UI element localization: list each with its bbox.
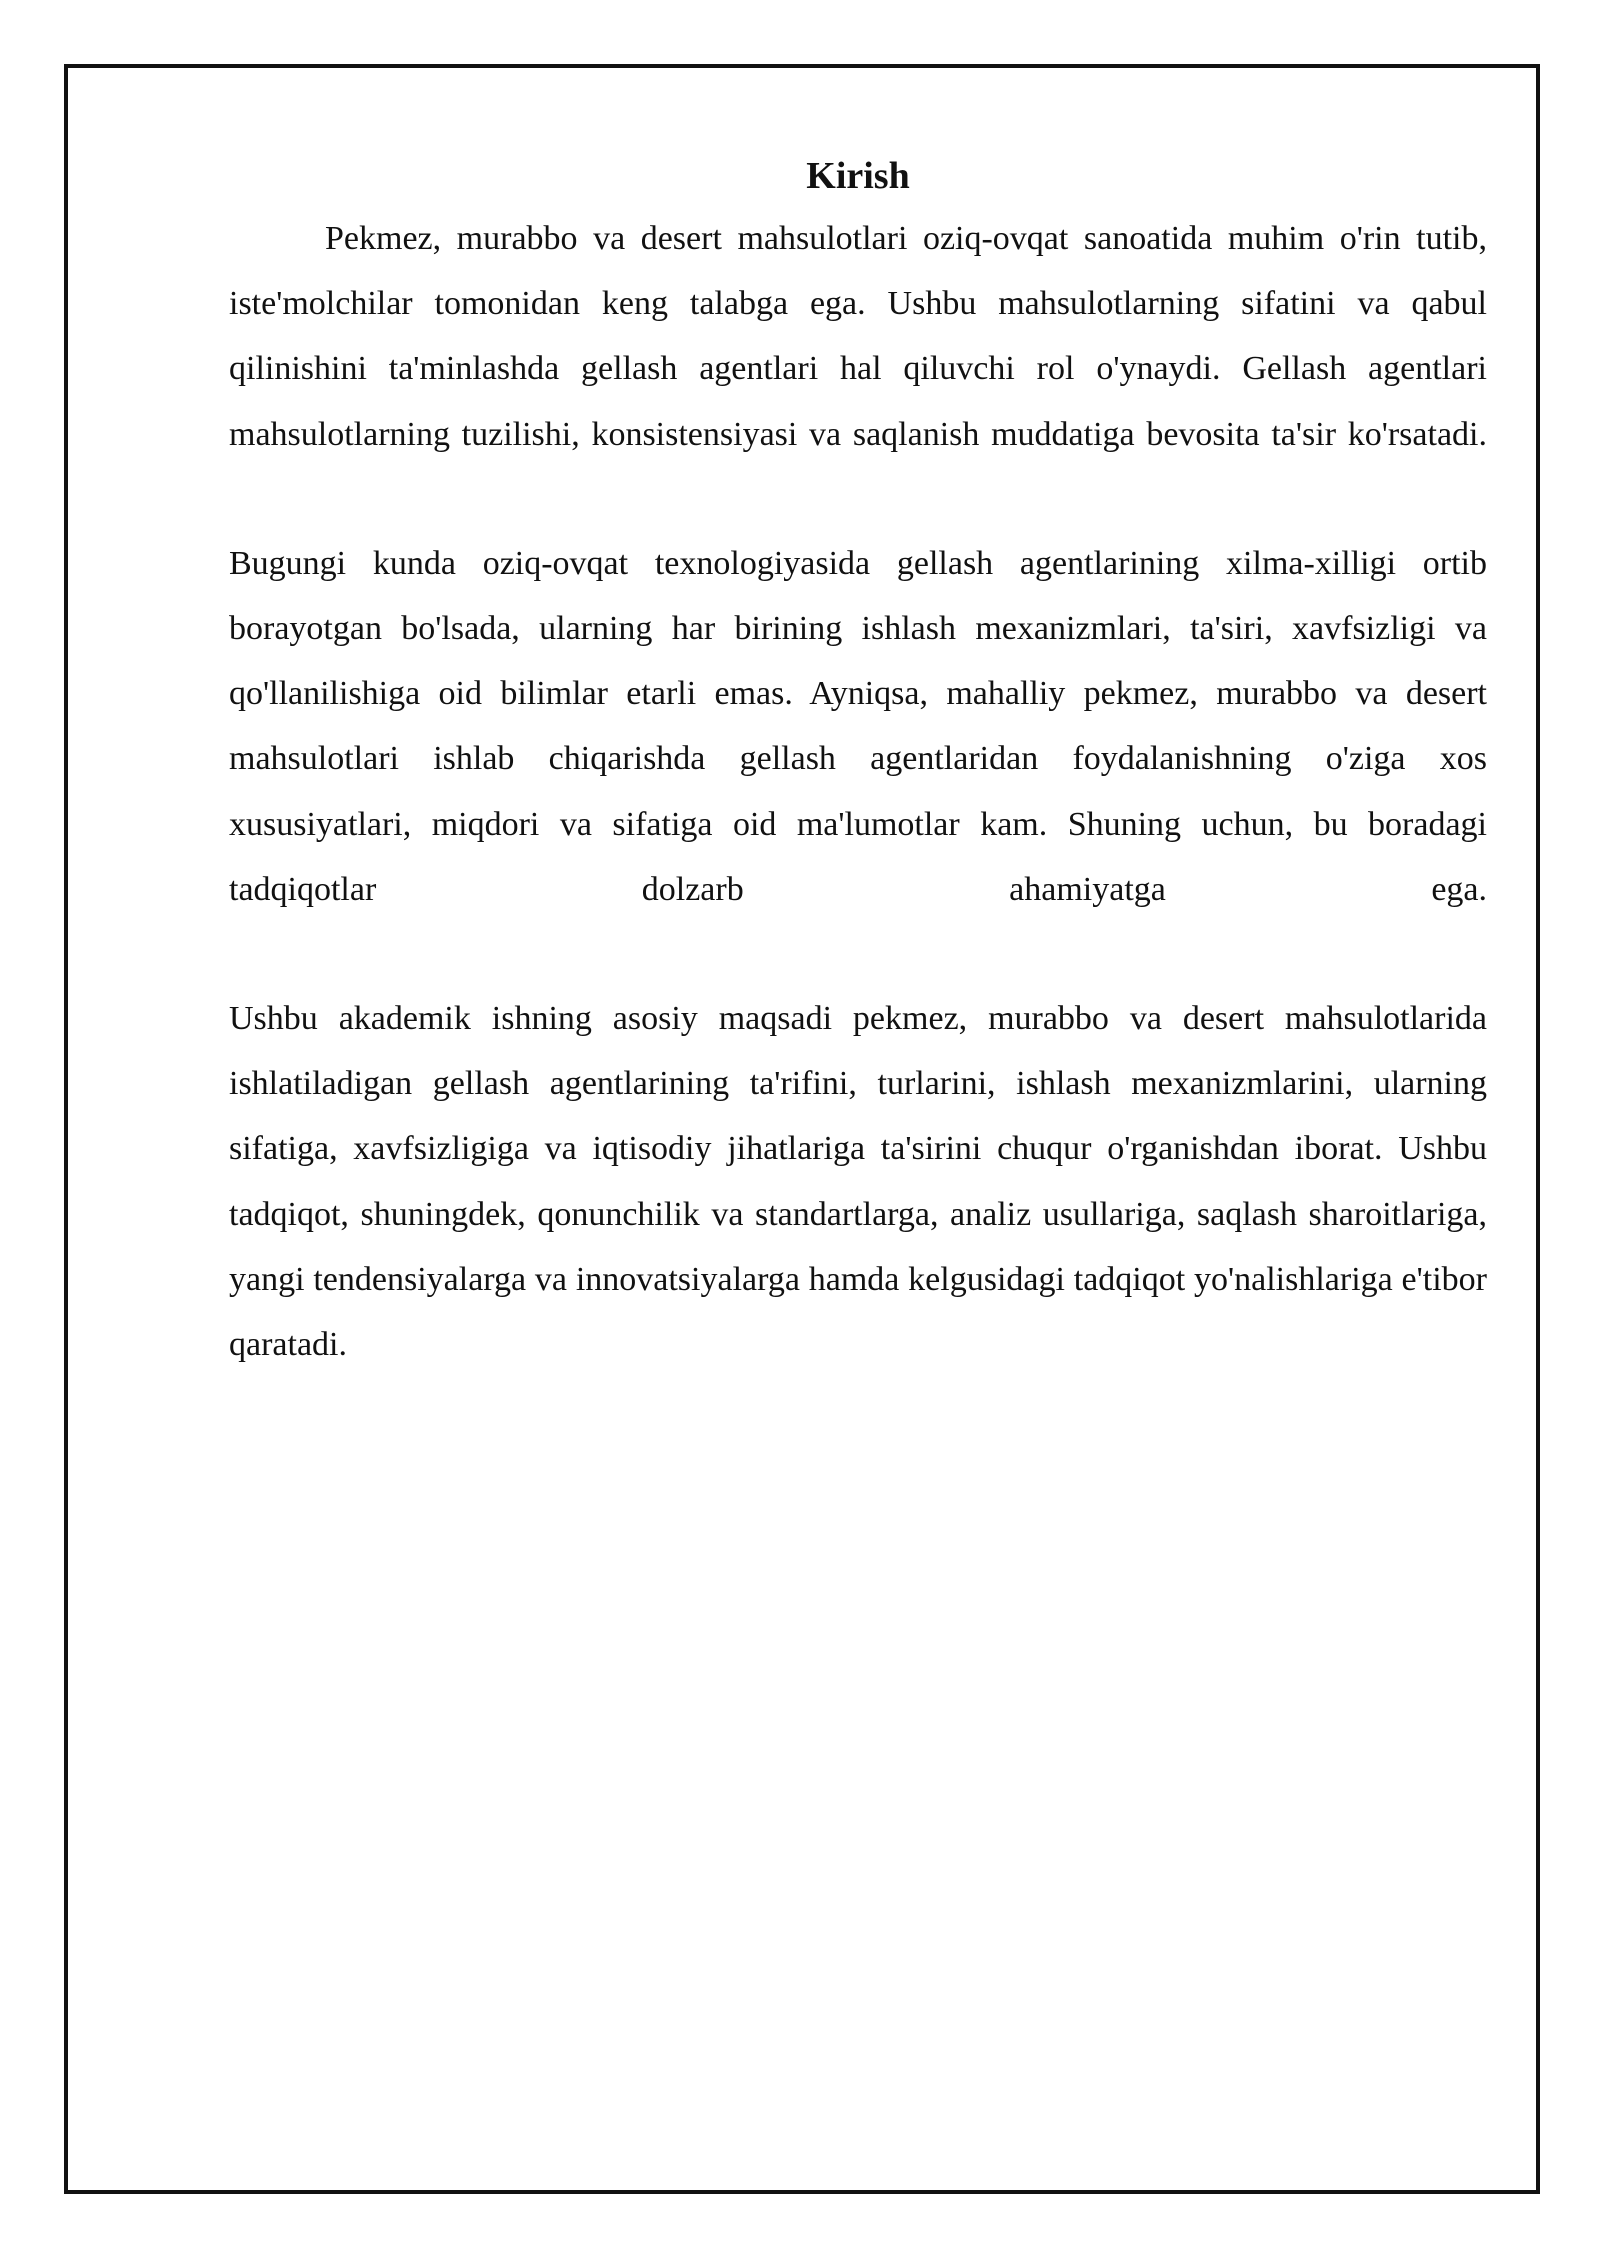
paragraph-1: Pekmez, murabbo va desert mahsulotlari oziq-ovqat sanoatida muhim o'rin tutib, iste'molchilar tomonidan keng talabga ega. Ushbu mahsulotlarning sifatini va qabul qilinishini ta'minlashda gellash agentlari hal qiluvchi rol o'ynaydi. Gellash agentlari mahsulotlarning tuzilishi, konsistensiyasi va saqlanish muddatiga bevosita ta'sir ko'rsatadi. <box>229 220 1487 453</box>
paragraph-2: Bugungi kunda oziq-ovqat texnologiyasida gellash agentlarining xilma-xilligi ortib borayotgan bo'lsada, ularning har birining ishlash mexanizmlari, ta'siri, xavfsizligi va qo'llanilishiga oid bilimlar etarli emas. Ayniqsa, mahalliy pekmez, murabbo va desert mahsulotlari ishlab chiqarishda gellash agentlaridan foydalanishning o'ziga xos xususiyatlari, miqdori va sifatiga oid ma'lumotlar kam. Shuning uchun, bu boradagi tadqiqotlar dolzarb ahamiyatga ega. <box>229 544 1487 908</box>
document-body <box>229 146 1487 1377</box>
paragraph-spacer <box>229 922 1487 986</box>
paragraph-spacer <box>229 467 1487 531</box>
paragraph-3: Ushbu akademik ishning asosiy maqsadi pekmez, murabbo va desert mahsulotlarida ishlatiladigan gellash agentlarining ta'rifini, turlarini, ishlash mexanizmlarini, ularning sifatiga, xavfsizligiga va iqtisodiy jihatlariga ta'sirini chuqur o'rganishdan iborat. Ushbu tadqiqot, shuningdek, qonunchilik va standartlarga, analiz usullariga, saqlash sharoitlariga, yangi tendensiyalarga va innovatsiyalarga hamda kelgusidagi tadqiqot yo'nalishlariga e'tibor qaratadi. <box>229 1000 1487 1364</box>
document-title: Kirish <box>806 155 910 197</box>
